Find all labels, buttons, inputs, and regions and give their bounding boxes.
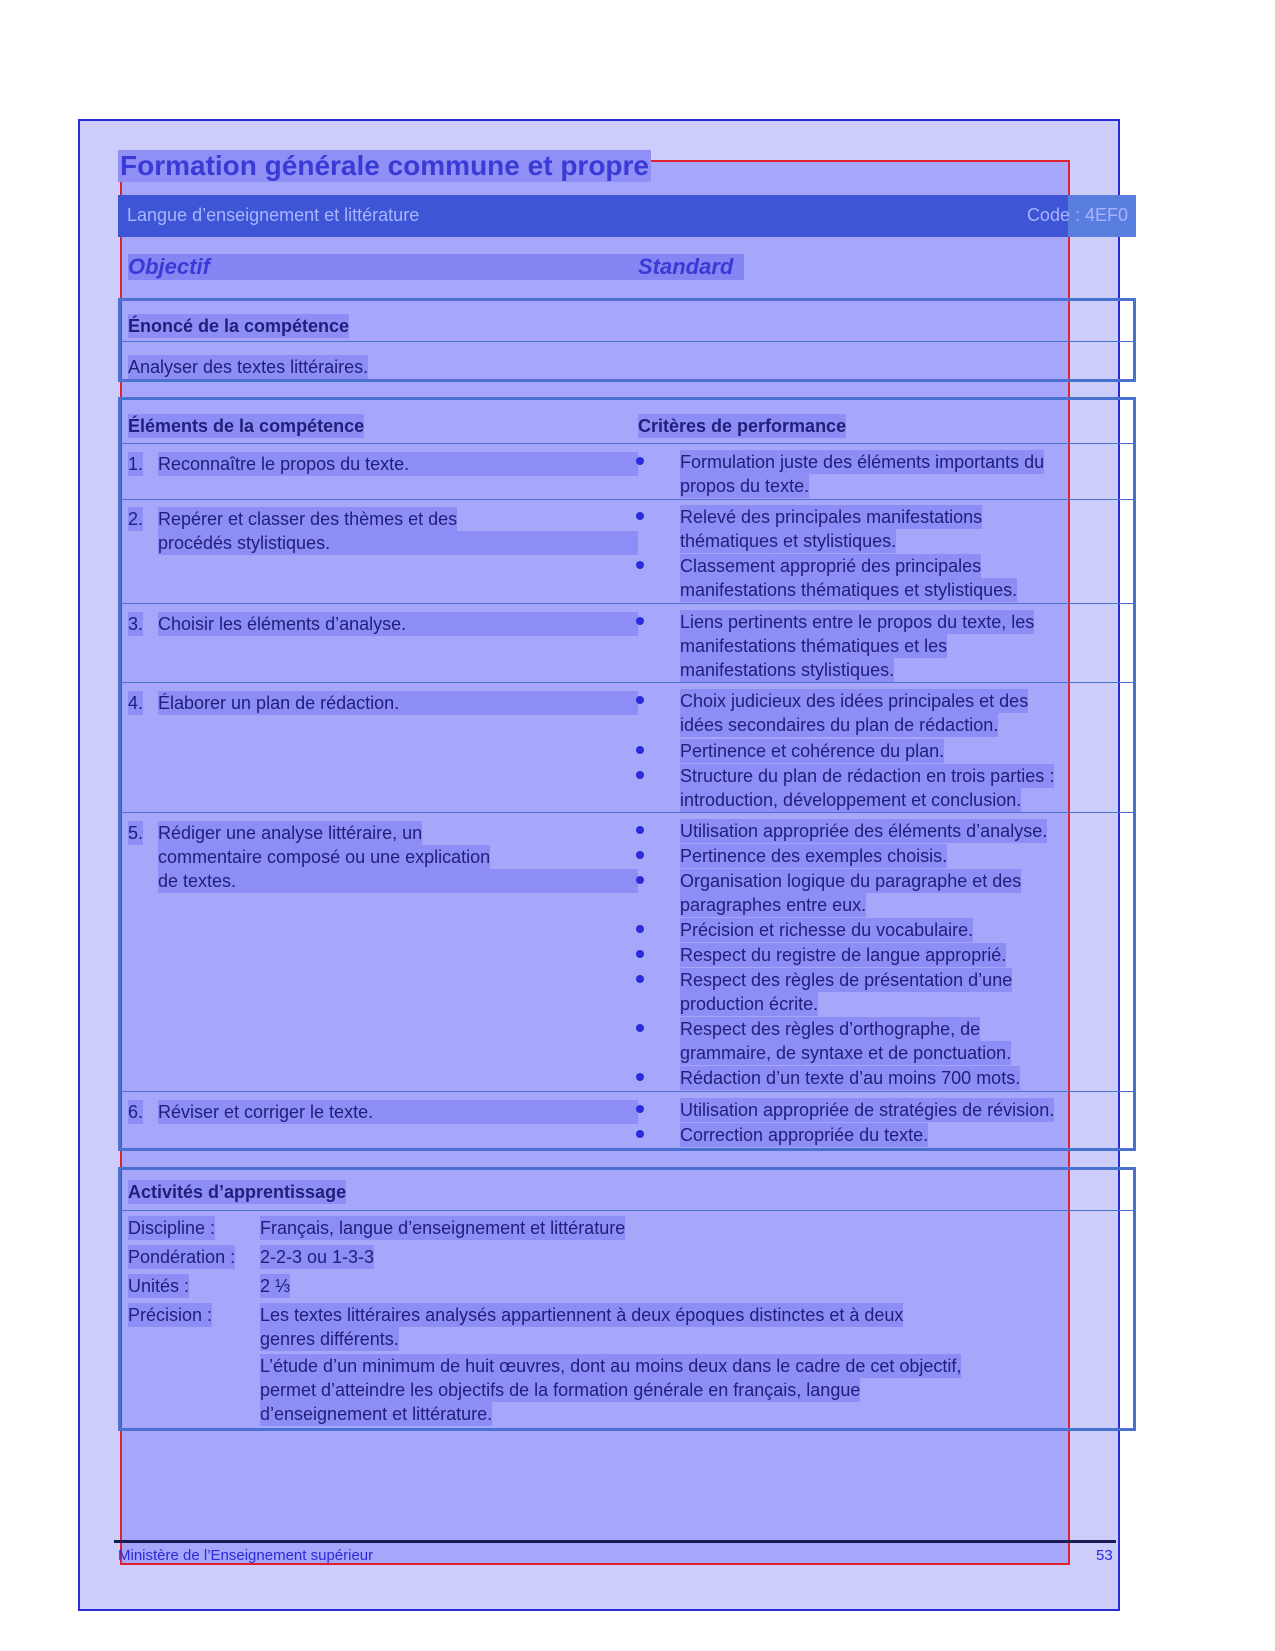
element-number: 2. <box>128 509 144 529</box>
precision-label: Précision : <box>128 1305 213 1325</box>
criterion-text: Correction appropriée du texte. <box>680 1125 929 1145</box>
criterion-text: Respect des règles d’orthographe, de <box>680 1019 981 1039</box>
element-number: 1. <box>128 454 144 474</box>
criterion-text: manifestations thématiques et les <box>680 636 948 656</box>
page-title: Formation générale commune et propre <box>120 150 649 181</box>
element-text: Rédiger une analyse littéraire, un <box>158 823 423 843</box>
bullet-icon <box>636 617 644 625</box>
bullet-icon <box>636 1105 644 1113</box>
criterion-text: Liens pertinents entre le propos du texte, les <box>680 612 1035 632</box>
enonce-text: Analyser des textes littéraires. <box>128 357 369 377</box>
unites-label: Unités : <box>128 1276 190 1296</box>
bullet-icon <box>636 925 644 933</box>
criterion-text: introduction, développement et conclusion. <box>680 790 1022 810</box>
element-text: commentaire composé ou une explication <box>158 847 491 867</box>
enonce-label: Énoncé de la compétence <box>128 316 350 336</box>
ponderation-value: 2-2-3 ou 1-3-3 <box>260 1247 375 1267</box>
elements-header: Éléments de la compétence <box>128 416 365 436</box>
bullet-icon <box>636 975 644 983</box>
criterion-text: Utilisation appropriée de stratégies de révision. <box>680 1100 1055 1120</box>
criterion-text: manifestations stylistiques. <box>680 660 895 680</box>
activites-label: Activités d’apprentissage <box>128 1182 347 1202</box>
bullet-icon <box>636 851 644 859</box>
element-number: 3. <box>128 614 144 634</box>
criterion-text: Rédaction d’un texte d’au moins 700 mots. <box>680 1068 1021 1088</box>
bullet-icon <box>636 1130 644 1138</box>
unites-value: 2 ⅓ <box>260 1276 291 1296</box>
footer-rule <box>114 1540 1116 1543</box>
element-text: Repérer et classer des thèmes et des <box>158 509 458 529</box>
criterion-text: Pertinence des exemples choisis. <box>680 846 948 866</box>
criterion-text: Utilisation appropriée des éléments d’analyse. <box>680 821 1048 841</box>
subject-label: Langue d’enseignement et littérature <box>127 205 420 225</box>
criterion-text: manifestations thématiques et stylistiques. <box>680 580 1018 600</box>
precision-text: Les textes littéraires analysés appartiennent à deux époques distinctes et à deux <box>260 1305 904 1325</box>
precision-text: L’étude d’un minimum de huit œuvres, dont au moins deux dans le cadre de cet objectif, <box>260 1356 962 1376</box>
element-number: 5. <box>128 823 144 843</box>
divider <box>118 499 1136 500</box>
heading-objectif: Objectif <box>128 254 638 280</box>
divider <box>118 603 1136 604</box>
criterion-text: Structure du plan de rédaction en trois parties : <box>680 766 1055 786</box>
precision-text: d’enseignement et littérature. <box>260 1404 493 1424</box>
bullet-icon <box>636 950 644 958</box>
header-bar <box>118 195 1136 237</box>
criterion-text: Précision et richesse du vocabulaire. <box>680 920 974 940</box>
criterion-text: Organisation logique du paragraphe et des <box>680 871 1022 891</box>
divider <box>118 1210 1136 1211</box>
discipline-label: Discipline : <box>128 1218 216 1238</box>
bullet-icon <box>636 457 644 465</box>
divider <box>118 682 1136 683</box>
footer-ministry: Ministère de l’Enseignement supérieur <box>118 1547 374 1564</box>
element-number: 4. <box>128 693 144 713</box>
bullet-icon <box>636 561 644 569</box>
heading-standard: Standard <box>638 254 744 280</box>
bullet-icon <box>636 1024 644 1032</box>
bullet-icon <box>636 512 644 520</box>
divider <box>118 443 1136 444</box>
criterion-text: production écrite. <box>680 994 819 1014</box>
criterion-text: Pertinence et cohérence du plan. <box>680 741 945 761</box>
divider <box>118 812 1136 813</box>
bullet-icon <box>636 876 644 884</box>
criterion-text: propos du texte. <box>680 476 810 496</box>
criterion-text: Classement approprié des principales <box>680 556 982 576</box>
element-text: de textes. <box>158 869 638 893</box>
element-text: Reconnaître le propos du texte. <box>158 452 638 476</box>
discipline-value: Français, langue d’enseignement et littérature <box>260 1218 626 1238</box>
criteres-header: Critères de performance <box>638 416 847 436</box>
criterion-text: thématiques et stylistiques. <box>680 531 897 551</box>
bullet-icon <box>636 746 644 754</box>
element-number: 6. <box>128 1102 144 1122</box>
course-code: Code : 4EF0 <box>1026 205 1128 225</box>
divider <box>118 341 1136 342</box>
criterion-text: paragraphes entre eux. <box>680 895 867 915</box>
criterion-text: grammaire, de syntaxe et de ponctuation. <box>680 1043 1012 1063</box>
precision-text: genres différents. <box>260 1329 399 1349</box>
criterion-text: Formulation juste des éléments importants du <box>680 452 1045 472</box>
divider <box>118 1091 1136 1092</box>
page-number: 53 <box>1096 1547 1113 1564</box>
criterion-text: idées secondaires du plan de rédaction. <box>680 715 999 735</box>
ponderation-label: Pondération : <box>128 1247 236 1267</box>
precision-text: permet d’atteindre les objectifs de la formation générale en français, langue <box>260 1380 861 1400</box>
element-text: Élaborer un plan de rédaction. <box>158 691 638 715</box>
criterion-text: Relevé des principales manifestations <box>680 507 983 527</box>
criterion-text: Choix judicieux des idées principales et des <box>680 691 1029 711</box>
element-text: Réviser et corriger le texte. <box>158 1100 638 1124</box>
bullet-icon <box>636 696 644 704</box>
element-text: Choisir les éléments d’analyse. <box>158 612 638 636</box>
element-text: procédés stylistiques. <box>158 531 638 555</box>
bullet-icon <box>636 1073 644 1081</box>
criterion-text: Respect du registre de langue approprié. <box>680 945 1007 965</box>
criterion-text: Respect des règles de présentation d’une <box>680 970 1013 990</box>
bullet-icon <box>636 826 644 834</box>
bullet-icon <box>636 771 644 779</box>
